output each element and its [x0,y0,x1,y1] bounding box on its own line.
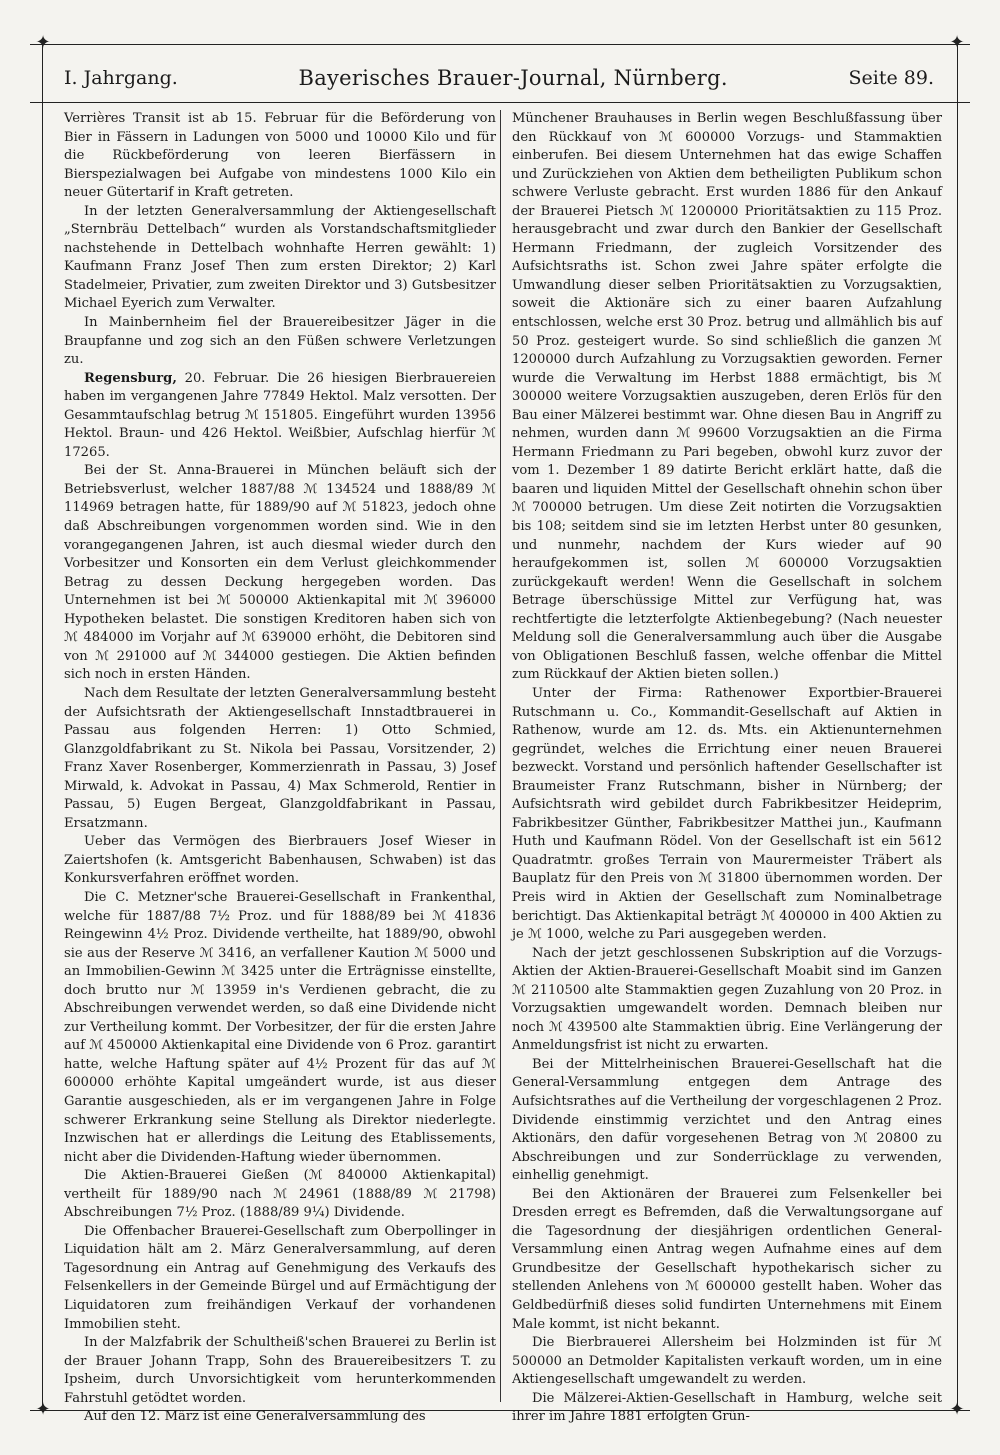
article-paragraph [512,1056,942,1186]
paragraph-text: In der letzten Generalversammlung der Aktiengesellschaft „Sternbräu Dettelbach“ wurden als Vorstandschaftsmitglieder nachstehende in Dettelbach wohnhafte Herren gewählt: 1) Kaufmann Franz Josef Then zum ersten Direktor; 2) Karl Stadelmeier, Privatier, zum zweiten Direktor und 3) Gutsbesitzer Michael Eyerich zum Verwalter. [64,203,496,312]
article-paragraph [512,1390,942,1427]
article-paragraph [64,203,496,314]
paragraph-text: Die Offenbacher Brauerei-Gesellschaft zum Oberpollinger in Liquidation hält am 2. März Generalversammlung, auf deren Tagesordnung ein Antrag auf Genehmigung des Verkaufs des Felsenkellers in der Gemeinde Bürgel und auf Ermächtigung der Liquidatoren zum freihändigen Verkauf der vorhandenen Immobilien steht. [64,1223,496,1332]
corner-ornament-icon: ✦ [949,32,965,53]
paragraph-text: Die Bierbrauerei Allersheim bei Holzminden ist für ℳ 500000 an Detmolder Kapitalisten verkauft worden, um in eine Aktiengesellschaft umgewandelt zu werden. [512,1335,942,1388]
paragraph-text: Nach dem Resultate der letzten Generalversammlung besteht der Aufsichtsrath der Aktiengesellschaft Innstadtbrauerei in Passau aus folgenden Herren: 1) Otto Schmied, Glanzgoldfabrikant zu St. Nikola bei Passau, Vorsitzender, 2) Franz Xaver Rosenberger, Kommerzienrath in Passau, 3) Josef Mirwald, k. Advokat in Passau, 4) Max Schmerold, Rentier in Passau, 5) Eugen Bergeat, Glanzgoldfabrikant in Passau, Ersatzmann. [64,685,496,831]
article-paragraph [64,833,496,889]
paragraph-text: In der Malzfabrik der Schultheiß'schen Brauerei zu Berlin ist der Brauer Johann Trapp, Sohn des Brauereibesitzers T. zu Ipsheim, durch Unvorsichtigkeit vom herunterkommenden Fahrstuhl getödtet worden. [64,1335,496,1406]
column-divider [500,110,501,1402]
left-column [64,110,496,1425]
paragraph-text: Bei der St. Anna-Brauerei in München beläuft sich der Betriebsverlust, welcher 1887/88 ℳ 134524 und 1888/89 ℳ 114969 betragen hatte, für 1889/90 auf ℳ 51823, jedoch ohne daß Abschreibungen vorgenommen worden sind. Wie in den vorangegangenen Jahren, ist auch diesmal wieder durch den Vorbesitzer und Konsorten ein dem Verlust gleichkommender Betrag zu dessen Deckung hergegeben worden. Das Unternehmen ist bei ℳ 500000 Aktienkapital mit ℳ 396000 Hypotheken belastet. Die sonstigen Kreditoren haben sich von ℳ 484000 im Vorjahr auf ℳ 639000 erhöht, die Debitoren sind von ℳ 291000 auf ℳ 344000 gestiegen. Die Aktien befinden sich noch in ersten Händen. [64,463,496,683]
article-paragraph [64,1408,496,1427]
running-header [64,58,934,98]
article-paragraph [64,314,496,370]
volume-label: I. Jahrgang. [64,67,178,89]
article-paragraph [512,945,942,1056]
article-paragraph [512,1186,942,1334]
article-paragraph [64,1223,496,1334]
corner-ornament-icon: ✦ [35,1399,51,1420]
article-paragraph [64,1334,496,1408]
paragraph-text: Auf den 12. März ist eine Generalversammlung des [84,1409,426,1425]
paragraph-text: In Mainbernheim fiel der Brauereibesitzer Jäger in die Braupfanne und zog sich an den Füßen schwere Verletzungen zu. [64,315,496,368]
article-paragraph [512,1334,942,1390]
top-border [30,44,970,45]
paragraph-text: Unter der Firma: Rathenower Exportbier-Brauerei Rutschmann u. Co., Kommandit-Gesellschaft auf Aktien in Rathenow, wurde am 12. ds. Mts. ein Aktienunternehmen gegründet, welches die Errichtung einer neuen Brauerei bezweckt. Vorstand und persönlich haftender Gesellschafter ist Braumeister Franz Rutschmann, bisher in Nürnberg; der Aufsichtsrath wird gebildet durch Fabrikbesitzer Heideprim, Fabrikbesitzer Günther, Fabrikbesitzer Matthei jun., Kaufmann Huth und Kaufmann Rödel. Von der Gesellschaft ist ein 5612 Quadratmtr. großes Terrain von Maurermeister Träbert als Bauplatz für den Preis von ℳ 31800 übernommen worden. Der Preis wird in Aktien der Gesellschaft zum Nominalbetrage berichtigt. Das Aktienkapital beträgt ℳ 400000 in 400 Aktien zu je ℳ 1000, welche zu Pari ausgegeben werden. [512,685,942,943]
paragraph-text: Münchener Brauhauses in Berlin wegen Beschlußfassung über den Rückkauf von ℳ 600000 Vorzugs- und Stammaktien einberufen. Bei diesem Unternehmen hat das ewige Schaffen und Zurückziehen von Aktien dem betheiligten Publikum schon schwere Verluste gebracht. Erst wurden 1886 für den Ankauf der Brauerei Pietsch ℳ 1200000 Prioritätsaktien zu 115 Proz. herausgebracht und zwar durch den Bankier der Gesellschaft Hermann Friedmann, der zugleich Vorsitzender des Aufsichtsraths ist. Schon zwei Jahre später erfolgte die Umwandlung dieser selben Prioritätsaktien zu Vorzugsaktien, soweit die Aktionäre sich zu einer baaren Aufzahlung entschlossen, welche erst 30 Proz. betrug und allmählich bis auf 50 Proz. gesteigert wurde. So sind schließlich die ganzen ℳ 1200000 durch Aufzahlung zu Vorzugsaktien geworden. Ferner wurde die Verwaltung im Herbst 1888 ermächtigt, bis ℳ 300000 weitere Vorzugsaktien auszugeben, deren Erlös für den Bau einer Mälzerei bestimmt war. Ohne diesen Bau in Angriff zu nehmen, wurden dann ℳ 99600 Vorzugsaktien an die Firma Hermann Friedmann zu Pari begeben, obwohl kurz zuvor der vom 1. Dezember 1 89 datirte Bericht erklärt hatte, daß die baaren und liquiden Mittel der Gesellschaft ohnehin schon über ℳ 700000 betrugen. Um diese Zeit notirten die Vorzugsaktien bis 108; seitdem sind sie im letzten Herbst unter 80 gesunken, und nunmehr, nachdem der Kurs wieder auf 90 heraufgekommen ist, sollen ℳ 600000 Vorzugsaktien zurückgekauft werden! Wenn die Gesellschaft in solchem Betrage überschüssige Mittel zur Verfügung hat, was rechtfertigte die letzterfolgte Aktienbegebung? (Nach neuester Meldung soll die Generalversammlung auch über die Ausgabe von Obligationen Beschluß fassen, welche offenbar die Mittel zum Rückkauf der Aktien bieten sollen.) [512,111,942,683]
corner-ornament-icon: ✦ [35,32,51,53]
paragraph-text: Nach der jetzt geschlossenen Subskription auf die Vorzugs-Aktien der Aktien-Brauerei-Gesellschaft Moabit sind im Ganzen ℳ 2110500 alte Stammaktien gegen Zuzahlung von 20 Proz. in Vorzugsaktien umgewandelt worden. Demnach bleiben nur noch ℳ 439500 alte Stammaktien übrig. Eine Verlängerung der Anmeldungsfrist ist nicht zu erwarten. [512,945,942,1054]
paragraph-text: Bei den Aktionären der Brauerei zum Felsenkeller bei Dresden erregt es Befremden, daß die Verwaltungsorgane auf die Tagesordnung der diesjährigen ordentlichen General-Versammlung einen Antrag wegen Aufnahme eines auf dem Grundbesitze der Gesellschaft hypothekarisch sicher zu stellenden Anlehens von ℳ 600000 gestellt haben. Woher das Geldbedürfniß dieses solid fundirten Unternehmens mit Einem Male kommt, ist nicht bekannt. [512,1186,942,1332]
corner-ornament-icon: ✦ [949,1399,965,1420]
article-paragraph [64,685,496,833]
article-paragraph [64,370,496,463]
right-column [512,110,942,1425]
article-paragraph [64,889,496,1167]
paragraph-text: 20. Februar. Die 26 hiesigen Bierbrauereien haben im vergangenen Jahre 77849 Hektol. Malz versotten. Der Gesammtaufschlag betrug ℳ 151805. Eingeführt wurden 13956 Hektol. Braun- und 426 Hektol. Weißbier, Aufschlag hierfür ℳ 17265. [64,370,496,460]
paragraph-text: Verrières Transit ist ab 15. Februar für die Beförderung von Bier in Fässern in Ladungen von 5000 und 10000 Kilo und für die Rückbeförderung von leeren Bierfässern in Bierspezialwagen bei Aufgabe von mindestens 1000 Kilo ein neuer Gütertarif in Kraft getreten. [64,111,496,201]
paragraph-text: Die Aktien-Brauerei Gießen (ℳ 840000 Aktienkapital) vertheilt für 1889/90 nach ℳ 24961 (1888/89 ℳ 21798) Abschreibungen 7½ Proz. (1888/89 9¼) Dividende. [64,1168,496,1221]
dateline: Regensburg, [84,370,177,386]
article-paragraph [512,110,942,685]
article-paragraph [64,1167,496,1223]
article-paragraph [512,685,942,945]
page-number: Seite 89. [848,67,934,89]
article-paragraph [64,110,496,203]
header-rule [30,102,970,103]
paragraph-text: Die C. Metzner'sche Brauerei-Gesellschaft in Frankenthal, welche für 1887/88 7½ Proz. und für 1888/89 bei ℳ 41836 Reingewinn 4½ Proz. Dividende vertheilte, hat 1889/90, obwohl sie aus der Reserve ℳ 3416, an verfallener Kaution ℳ 5000 und an Immobilien-Gewinn ℳ 3425 unter die Erträgnisse einstellte, doch brutto nur ℳ 13959 in's Verdienen gebracht, die zu Abschreibungen verwendet werden, so daß eine Dividende nicht zur Vertheilung kommt. Der Vorbesitzer, der für die ersten Jahre auf ℳ 450000 Aktienkapital eine Dividende von 6 Proz. garantirt hatte, welche Haftung später auf 4½ Prozent für das auf ℳ 600000 erhöhte Kapital umgeändert wurde, ist aus dieser Garantie ausgeschieden, als er im vergangenen Jahre in Folge schwerer Erkrankung seine Stellung als Direktor niederlegte. Inzwischen hat er allerdings die Leitung des Etablissements, nicht aber die Dividenden-Haftung wieder übernommen. [64,889,496,1165]
paragraph-text: Die Mälzerei-Aktien-Gesellschaft in Hamburg, welche seit ihrer im Jahre 1881 erfolgten Grün- [512,1390,942,1425]
article-paragraph [64,462,496,685]
paragraph-text: Ueber das Vermögen des Bierbrauers Josef Wieser in Zaiertshofen (k. Amtsgericht Babenhausen, Schwaben) ist das Konkursverfahren eröffnet worden. [64,834,496,887]
paragraph-text: Bei der Mittelrheinischen Brauerei-Gesellschaft hat die General-Versammlung entgegen dem Antrage des Aufsichtsrathes auf die Vertheilung der vorgeschlagenen 2 Proz. Dividende einstimmig verzichtet und den Antrag eines Aktionärs, den dafür vorgesehenen Betrag von ℳ 20800 zu Abschreibungen und zur Sonderrücklage zu verwenden, einhellig genehmigt. [512,1056,942,1184]
right-border [957,44,958,1410]
journal-title: Bayerisches Brauer-Journal, Nürnberg. [298,66,728,90]
left-border [42,44,43,1410]
